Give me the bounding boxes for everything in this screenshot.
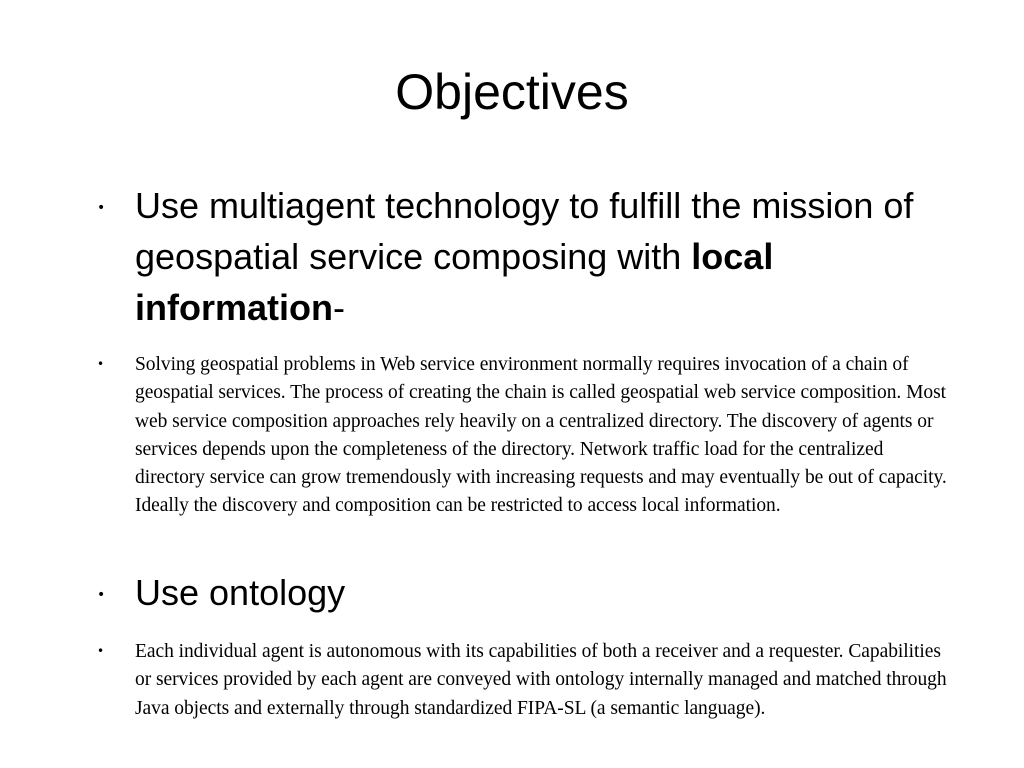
sub-item-geospatial-description <box>97 351 957 521</box>
bullet-icon: • <box>97 644 105 658</box>
bullet-text-suffix: - <box>332 287 345 328</box>
bullet-text-bold: local information <box>135 236 774 328</box>
bullet-text <box>135 180 957 333</box>
bullet-item-multiagent <box>97 180 957 333</box>
bullet-icon: • <box>97 200 106 216</box>
sub-item-agent-description <box>97 638 957 723</box>
sub-item-text: Each individual agent is autonomous with its capabilities of both a receiver and a requester. Capabilities or services provided by each agent are conveyed with ontology internally managed and matched through Java objects and externally through standardized FIPA-SL (a semantic language). <box>135 641 947 719</box>
slide-title: Objectives <box>395 64 629 120</box>
bullet-text: Use ontology <box>135 572 346 613</box>
bullet-icon: • <box>97 357 105 371</box>
bullet-item-ontology <box>97 567 957 618</box>
bullet-text-plain: Use multiagent technology to fulfill the mission of geospatial service composing with <box>135 185 914 277</box>
bullet-icon: • <box>97 587 106 603</box>
sub-item-text: Solving geospatial problems in Web service environment normally requires invocation of a chain of geospatial services. The process of creating the chain is called geospatial web service composition. Most web service composition approaches rely heavily on a centralized directory. The discovery of agents or services depends upon the completeness of the directory. Network traffic load for the centralized directory service can grow tremendously with increasing requests and may eventually be out of capacity. Ideally the discovery and composition can be restricted to access local information. <box>135 354 947 517</box>
